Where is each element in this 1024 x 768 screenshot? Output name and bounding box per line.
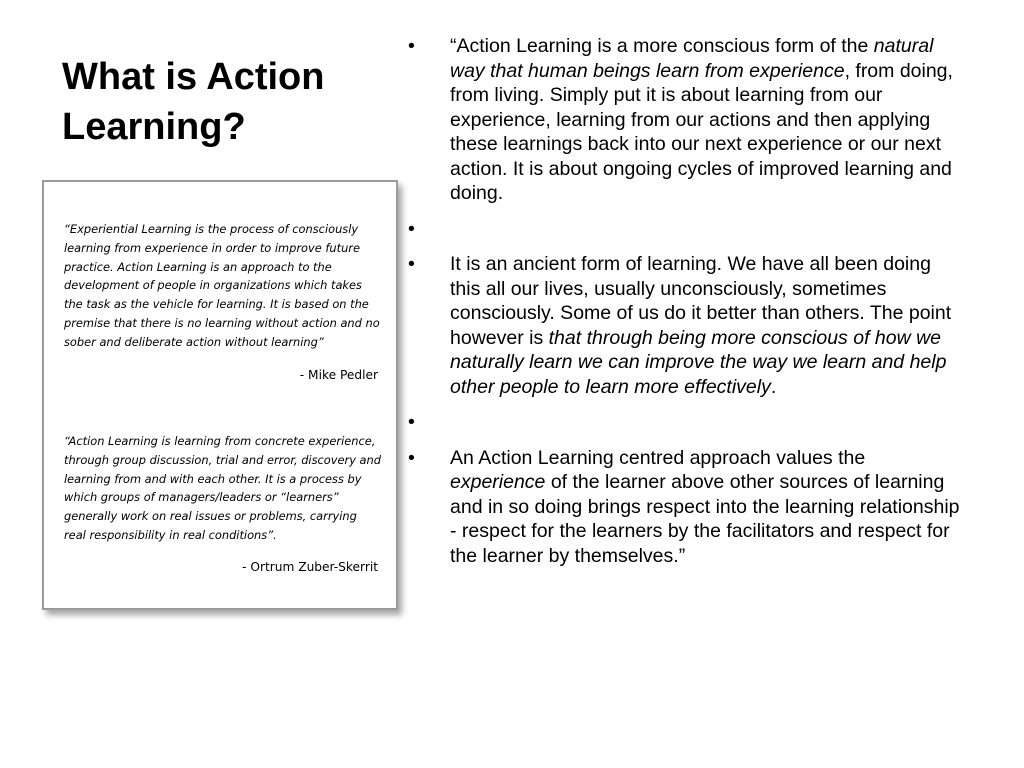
bullet-text: An Action Learning centred approach values the — [450, 446, 866, 469]
attribution-zuber-skerrit: - Ortrum Zuber-Skerrit — [242, 560, 378, 574]
bullet-icon: • — [408, 446, 415, 469]
slide-title: What is Action Learning? — [62, 56, 325, 148]
quote-pedler: “Experiential Learning is the process of consciously learning from experience in order to improve future practice. Action Learning is an approach to the development of people in organizations which takes the task as the vehicle for learning. It is based on the premise that there is no learning without action and no sober and deliberate action without learning” — [64, 222, 380, 349]
bullet-item — [408, 252, 964, 399]
bullet-text: of the learner above other sources of learning and in so doing brings respect into the learning relationship - respect for the learners by the facilitators and respect for the learner by themselves.” — [450, 471, 960, 567]
bullet-emphasis: experience — [450, 471, 546, 493]
bullet-item-empty — [408, 410, 964, 435]
bullet-item — [408, 446, 964, 569]
bullet-item — [408, 34, 964, 206]
bullet-icon: • — [408, 217, 415, 240]
bullet-emphasis: that through being more conscious of how we naturally learn we can improve the way we learn and help other people to learn more effectively — [450, 326, 947, 398]
quote-zuber-skerrit: “Action Learning is learning from concrete experience, through group discussion, trial and error, discovery and learning from and with each other. It is a process by which groups of managers/leaders or “learners” generally work on real issues or problems, carrying real responsibility in real conditions”. — [64, 434, 381, 542]
bullet-icon: • — [408, 253, 415, 275]
bullet-list — [408, 34, 964, 579]
bullet-icon: • — [408, 411, 415, 433]
attribution-pedler: - Mike Pedler — [299, 368, 378, 382]
bullet-text: It is an ancient form of learning. We have all been doing this all our lives, usually unconsciously, sometimes consciously. Some of us do it better than others. The point however is — [450, 253, 952, 349]
bullet-item-empty — [408, 217, 964, 242]
bullet-text: , from doing, from living. Simply put it is about learning from our experience, learning from our actions and then applying these learnings back into our next experience or our next action. It is about ongoing cycles of improved learning and doing. — [450, 59, 953, 204]
bullet-emphasis: natural way that human beings learn from experience — [450, 35, 934, 82]
bullet-text: “Action Learning is a more conscious form of the — [450, 35, 874, 57]
bullet-text: . — [770, 375, 777, 398]
quote-box — [42, 180, 398, 610]
bullet-icon: • — [408, 35, 415, 57]
